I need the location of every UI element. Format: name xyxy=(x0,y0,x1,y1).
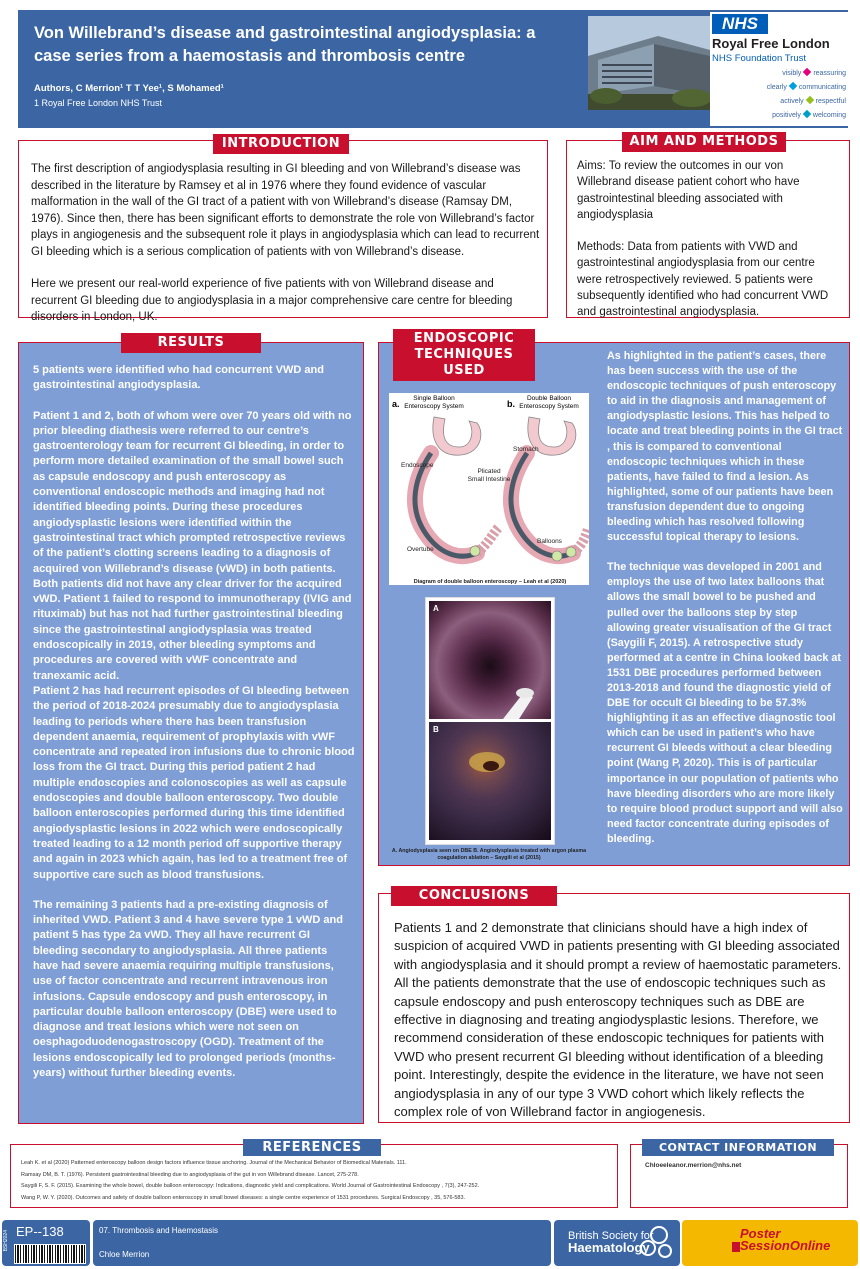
value-line: visibly reassuring xyxy=(782,69,846,77)
endoscopic-heading-line: USED xyxy=(443,363,485,378)
panel-b-letter: b. xyxy=(507,399,515,409)
nhs-trust-name: NHS Foundation Trust xyxy=(712,53,806,64)
aim-methods-text xyxy=(577,158,839,321)
contact-email[interactable]: Chloeeleanor.merrion@nhs.net xyxy=(645,1162,742,1169)
presenter-name: Chloe Merrion xyxy=(99,1250,150,1259)
diamond-icon xyxy=(803,110,811,118)
endoscopic-heading-line: ENDOSCOPIC xyxy=(413,331,515,346)
bsh-circle-icon xyxy=(658,1244,672,1258)
results-paragraph: The remaining 3 patients had a pre-existing diagnosis of inherited VWD. Patient 3 and 4 have severe type 1 vWD and patient 5 has type 2a vWD. They all have recurrent GI bleeding secondary to angiodysplasia. All three patients have had severe anaemia requiring multiple transfusions, use of factor concentrate and recurrent intravenous iron infusions. Capsule endoscopy and push enteroscopy, in particular double balloon enteroscopy (DBE) were used to diagnose and treat lesions which were not seen on oesphagoduodenogastroscopy (OGD). Treatment of the lesions endoscopically led to prolonged periods (months-years) without further bleeding events. xyxy=(33,898,343,1080)
references-heading: REFERENCES xyxy=(243,1139,381,1156)
reference-list xyxy=(21,1158,611,1204)
results-section xyxy=(18,342,364,1124)
pso-name-line: SessionOnline xyxy=(740,1238,831,1253)
diamond-icon xyxy=(789,82,797,90)
ablation-lesion-graphic xyxy=(429,722,551,840)
endoscopic-section xyxy=(378,342,850,866)
endoscopic-heading xyxy=(393,329,535,381)
bsh-circle-icon xyxy=(640,1240,656,1256)
label-small-intestine: Plicated Small Intestine xyxy=(467,468,511,483)
introduction-text xyxy=(31,161,541,326)
label-endoscope: Endoscope xyxy=(401,462,434,469)
conclusions-section xyxy=(378,893,850,1123)
value-line: actively respectful xyxy=(780,97,846,105)
conclusions-heading: CONCLUSIONS xyxy=(391,886,557,906)
introduction-paragraph: The first description of angiodysplasia resulting in GI bleeding and von Willebrand’s disease was described in the literature by Ramsey et al in 1976 where they found evidence of vascular malformation in the wall of the GI tract of a patient with von Willebrand’s disease (Ramsay DM, 1976). Since then, there has been significant efforts to demonstrate the role von Willebrand’s factor plays in angiogenesis and the subsequent role it plays in angiodysplasia which can lead to recurrent GI bleeding which is a serious complication of patients with von Willebrand’s disease. xyxy=(31,163,540,258)
bsh-logo xyxy=(554,1220,680,1266)
panel-a-title: Single Balloon Enteroscopy System xyxy=(404,395,464,410)
reference-item: Ramsay DM, B. T. (1976). Persistent gastrointestinal bleeding due to angiodysplasia of the gut in von Willebrand disease. Lancet, 275-278. xyxy=(21,1171,359,1178)
bsh-name-line: Haematology xyxy=(568,1240,650,1255)
pso-mark-icon xyxy=(732,1242,740,1252)
hospital-building-image xyxy=(588,16,710,110)
reference-item: Saygili F, S. F. (2015). Examining the whole bowel, double balloon enteroscopy: Indications, diagnostic yield and complications. World Journal of Gastrointestinal Endoscopy , 7(3), 247-252. xyxy=(21,1183,480,1189)
photo-caption: A. Angiodysplasia seen on DBE B. Angiodysplasia treated with argon plasma coagulation ablation – Saygili et al (2015) xyxy=(391,848,587,861)
aims-paragraph: Aims: To review the outcomes in our von Willebrand disease patient cohort who have gastrointestinal bleeding associated with angiodysplasia xyxy=(577,160,800,221)
photo-b-label: B xyxy=(433,725,439,734)
poster-code: EP--138 xyxy=(16,1224,64,1239)
label-overtube: Overtube xyxy=(407,546,434,553)
endoscopic-paragraph: The technique was developed in 2001 and employs the use of two latex balloons that allows the small bowel to be pushed and pulled over the balloons step by step allowing greater visualisation of the GI tract (Saygili F, 2015). A retrospective study performed at a centre in China looked back at 1531 DBE procedures performed between 2013-2018 and found the diagnostic yield of DBE for occult GI bleeding to be 57.3% highlighting it as an effective diagnostic tool which can be used in patient’s who have recurrent GI bleeds without a clear bleeding point (Wang P, 2020). This is of particular importance in our population of patients who have bleeding disorders who are more likely to require blood product support and will also need factor concentrate during episodes of bleeding. xyxy=(607,561,843,845)
affiliation-line: 1 Royal Free London NHS Trust xyxy=(34,98,163,108)
diagram-caption: Diagram of double balloon enteroscopy – Leah et al (2020) xyxy=(413,579,567,585)
diamond-icon xyxy=(805,96,813,104)
probe-tip-graphic xyxy=(429,601,551,719)
aim-methods-heading: AIM AND METHODS xyxy=(622,132,786,152)
angiodysplasia-photo-b xyxy=(429,722,551,840)
panel-a-letter: a. xyxy=(392,399,400,409)
methods-paragraph: Methods: Data from patients with VWD and gastrointestinal angiodysplasia from our centre were retrospectively reviewed. 5 patients were subsequently identified who had concurrent VWD and gastrointestinal angiodysplasia. xyxy=(577,241,829,319)
hospital-photo xyxy=(588,16,710,110)
introduction-section xyxy=(18,140,548,323)
track-name: 07. Thrombosis and Haemostasis xyxy=(99,1226,219,1235)
poster-id: BSH2024 xyxy=(3,1230,9,1252)
introduction-paragraph: Here we present our real-world experience of five patients with von Willebrand disease and recurrent GI bleeding due to angiodysplasia in a major comprehensive care centre for bleeding disorders in London, UK. xyxy=(31,278,513,323)
diamond-icon xyxy=(803,68,811,76)
enteroscopy-diagram xyxy=(389,393,589,585)
reference-item: Wang P, W. Y. (2020). Outcomes and safety of double balloon enteroscopy in small bowel diseases: a single centre experience of 1531 procedures. Surgical Endoscopy , 35, 576-583. xyxy=(21,1194,466,1201)
photo-a-label: A xyxy=(433,604,439,613)
label-stomach: Stomach xyxy=(513,446,539,453)
label-balloons: Balloons xyxy=(537,538,562,545)
poster-header xyxy=(18,10,848,128)
results-paragraph: Patient 1 and 2, both of whom were over 70 years old with no prior bleeding diathesis were referred to our centre’s gastroenterology team for recurrent GI bleeding, in order to perform more detailed examination of the small bowel such as capsule endoscopy and push enteroscopy as conventional endoscopic methods and imaging had not identified bleeding points. During these procedures angiodysplastic lesions were identified within the gastrointestinal tract which prompted retrospective reviews of the patient’s clotting screens leading to a diagnosis of acquired von Willebrand’s disease (vWD) in both patients. Both patients did not have any clear driver for the acquired vWD. Patient 1 failed to respond to immunotherapy (IVIG and rituximab) but has not had further gastrointestinal bleeding since the gastrointestinal angiodysplasia was treated endoscopically in 2019, other bleeding symptoms and procedures are covered with vWF concentrate and tranexamic acid. xyxy=(33,409,352,682)
authors-line: Authors, C Merrion¹ T T Yee¹, S Mohamed¹ xyxy=(34,83,224,94)
aim-methods-section xyxy=(566,140,850,318)
poster-code-panel xyxy=(2,1220,90,1266)
introduction-heading: INTRODUCTION xyxy=(213,134,349,154)
poster-title: Von Willebrand’s disease and gastrointestinal angiodysplasia: a case series from a haemostasis and thrombosis centre xyxy=(34,24,536,65)
poster-session-online-logo xyxy=(682,1220,858,1266)
results-text xyxy=(33,363,355,1081)
endoscopy-photos xyxy=(425,597,555,845)
endoscopic-paragraph: As highlighted in the patient’s cases, there has been success with the use of the endoscopic techniques of push enteroscopy to aid in the diagnosis and management of angiodysplastic lesions. This has helped to locate and treat bleeding points in the GI tract , this is compared to conventional endoscopic techniques which in these patients, have failed to find a lesion. As highlighted, some of our patients have been transfusion dependent due to ongoing bleeding which has resolved following successful topical therapy to lesions. xyxy=(607,350,843,544)
endoscopic-text xyxy=(607,349,843,847)
poster-info-panel xyxy=(93,1220,551,1266)
nhs-organisation: Royal Free London xyxy=(712,36,830,51)
value-line: clearly communicating xyxy=(767,83,846,91)
contact-heading: CONTACT INFORMATION xyxy=(642,1139,834,1156)
barcode-icon xyxy=(14,1244,86,1264)
pso-name-line: Poster xyxy=(740,1226,781,1241)
conclusions-text: Patients 1 and 2 demonstrate that clinicians should have a high index of suspicion of acquired VWD in patients presenting with GI bleeding associated with angiodysplasia and it should prompt a review of haemostatic parameters. All the patients demonstrate that the use of endoscopic techniques such as capsule endoscopy and push enteroscopy techniques such as DBE are effective in diagnosing and treating angiodysplastic lesions. Therefore, we recommend consideration of these endoscopic techniques for patients with VWD who present recurrent GI bleeding without identification of a bleeding point. Interestingly, despite the evidence in the literature, we have not seen angiodysplasia in any of our type 3 VWD cohort which likely reflects the complex role of von Willebrand factor in angiogenesis. xyxy=(394,920,842,1120)
results-paragraph: Patient 2 has had recurrent episodes of GI bleeding between the period of 2018-2024 presumably due to angiodysplasia leading to periods where there has been transfusion dependent anaemia, requirement of prophylaxis with vWF concentrate and repeated iron infusions due to chronic blood loss from the GI tract. During this period patient 2 had multiple endoscopies and colonoscopies as well as capsule endoscopies and double balloon enteroscopy. Two double balloon enteroscopies performed during this time identified angiodysplastic lesions in 2022 which were endoscopically treated leading to a 12 month period off supportive therapy and again in 2023 which again, has led to a treatment free of supportive care such as blood transfusions. xyxy=(33,684,355,881)
pso-name xyxy=(740,1228,830,1252)
nhs-mark: NHS xyxy=(712,14,768,34)
nhs-logo xyxy=(710,12,850,126)
reference-item: Leah K. et al (2020) Patterned enteroscopy balloon design factors influence tissue anchoring. Journal of the Mechanical Behavior of Biomedical Materials. 111. xyxy=(21,1160,407,1166)
bsh-name-line: British Society for xyxy=(568,1230,654,1242)
endoscopic-heading-line: TECHNIQUES xyxy=(414,347,514,362)
results-paragraph: 5 patients were identified who had concurrent VWD and gastrointestinal angiodysplasia. xyxy=(33,364,324,392)
panel-b-title: Double Balloon Enteroscopy System xyxy=(519,395,579,410)
angiodysplasia-photo-a xyxy=(429,601,551,719)
enteroscopy-diagram-drawing xyxy=(389,393,589,585)
value-line: positively welcoming xyxy=(772,111,846,119)
results-heading: RESULTS xyxy=(121,333,261,353)
